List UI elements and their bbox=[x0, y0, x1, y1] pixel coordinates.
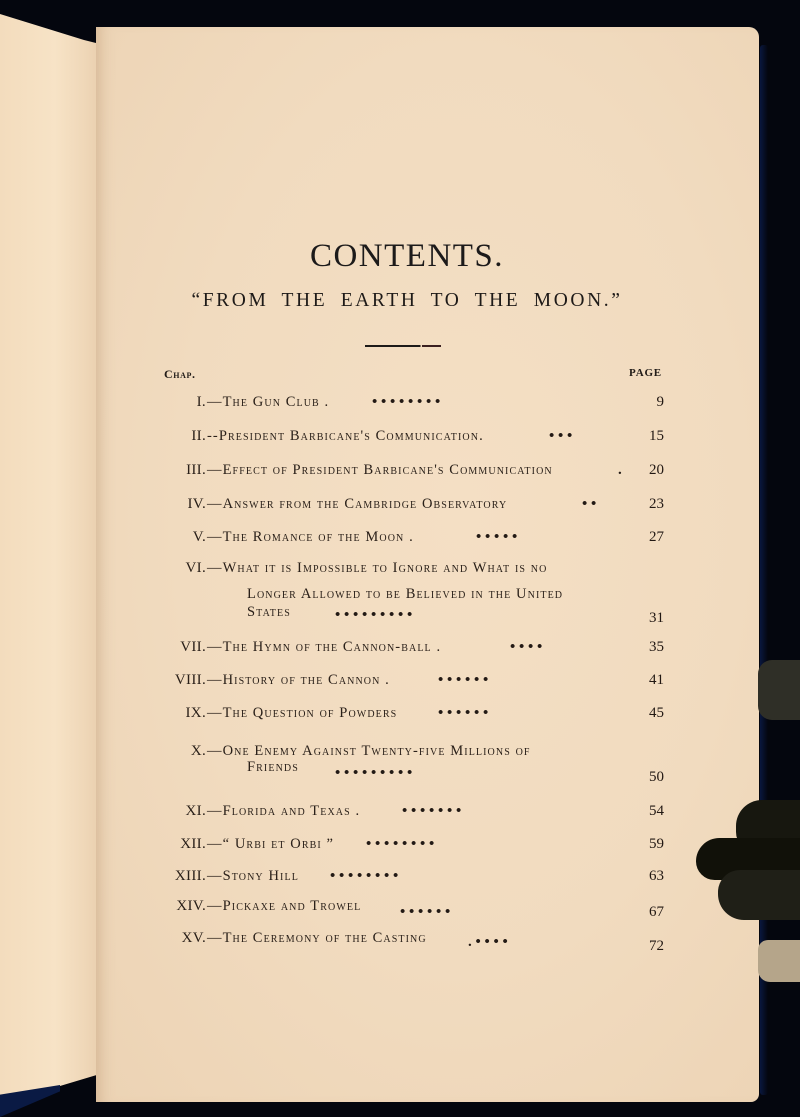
chapter-title: —The Romance of the Moon . bbox=[207, 529, 414, 545]
dot-leader: • • • • • • bbox=[438, 672, 489, 688]
chapter-title: —The Gun Club . bbox=[207, 394, 330, 410]
page-number: 41 bbox=[649, 672, 664, 688]
page-number: 9 bbox=[656, 394, 664, 410]
chapter-numeral: XIV. bbox=[176, 898, 206, 914]
dot-leader: . • • • • bbox=[468, 934, 508, 950]
chapter-title: --President Barbicane's Communication. bbox=[207, 428, 484, 444]
chapter-title: —The Hymn of the Cannon-ball . bbox=[207, 639, 442, 655]
page-column-header: PAGE bbox=[629, 367, 662, 379]
dot-leader: • • • • • • • • • bbox=[335, 765, 413, 781]
chapter-numeral: XII. bbox=[180, 836, 206, 852]
chapter-numeral: X. bbox=[190, 743, 206, 759]
chapter-title-continued: Friends bbox=[247, 759, 299, 775]
chapter-title: —“ Urbi et Orbi ” bbox=[207, 836, 335, 852]
dot-leader: • • • • • • • • bbox=[366, 836, 435, 852]
dot-leader: • • • • bbox=[510, 639, 543, 655]
chapter-numeral: V. bbox=[192, 529, 206, 545]
chapter-numeral: I. bbox=[196, 394, 206, 410]
page-number: 50 bbox=[649, 769, 664, 785]
chapter-title: —The Ceremony of the Casting bbox=[207, 930, 427, 946]
chapter-numeral: II. bbox=[191, 428, 206, 444]
chapter-numeral: IX. bbox=[185, 705, 206, 721]
page-number: 54 bbox=[649, 803, 664, 819]
page-number: 72 bbox=[649, 938, 664, 954]
dot-leader: • • • • • • bbox=[438, 705, 489, 721]
dot-leader: • • bbox=[582, 496, 597, 512]
chapter-numeral: III. bbox=[186, 462, 206, 478]
chapter-numeral: VII. bbox=[180, 639, 206, 655]
title-rule-divider bbox=[365, 345, 441, 347]
page-number: 23 bbox=[649, 496, 664, 512]
chapter-title: —Florida and Texas . bbox=[207, 803, 361, 819]
page-number: 45 bbox=[649, 705, 664, 721]
page-number: 59 bbox=[649, 836, 664, 852]
chapter-title: —One Enemy Against Twenty-five Millions of bbox=[207, 743, 531, 759]
dot-leader: . bbox=[618, 462, 622, 478]
chapter-title-continued: Longer Allowed to be Believed in the United bbox=[247, 586, 564, 602]
chapter-title: —Answer from the Cambridge Observatory bbox=[207, 496, 508, 512]
book-subtitle: “FROM THE EARTH TO THE MOON.” bbox=[191, 290, 623, 311]
chapter-numeral: XI. bbox=[185, 803, 206, 819]
chapter-numeral: VI. bbox=[185, 560, 206, 576]
dot-leader: • • • • • • • • bbox=[372, 394, 441, 410]
chapter-numeral: IV. bbox=[187, 496, 206, 512]
chapter-title: —Stony Hill bbox=[207, 868, 299, 884]
page-number: 27 bbox=[649, 529, 664, 545]
dot-leader: • • • • • • • bbox=[402, 803, 462, 819]
page-number: 20 bbox=[649, 462, 664, 478]
chapter-column-header: Chap. bbox=[164, 367, 196, 381]
dot-leader: • • • • • bbox=[476, 529, 518, 545]
chapter-title: —History of the Cannon . bbox=[207, 672, 390, 688]
page-number: 35 bbox=[649, 639, 664, 655]
dot-leader: • • • • • • • • • bbox=[335, 607, 413, 623]
chapter-numeral: XV. bbox=[181, 930, 206, 946]
page-title: CONTENTS. bbox=[309, 238, 505, 274]
page-number: 63 bbox=[649, 868, 664, 884]
chapter-numeral: XIII. bbox=[174, 868, 206, 884]
chapter-title: —What it is Impossible to Ignore and What is no bbox=[207, 560, 548, 576]
page-number: 67 bbox=[649, 904, 664, 920]
page-number: 31 bbox=[649, 610, 664, 626]
chapter-title: —Effect of President Barbicane's Communication bbox=[207, 462, 553, 478]
chapter-title: —Pickaxe and Trowel bbox=[207, 898, 362, 914]
chapter-numeral: VIII. bbox=[174, 672, 206, 688]
chapter-title: —The Question of Powders bbox=[207, 705, 398, 721]
page-number: 15 bbox=[649, 428, 664, 444]
dot-leader: • • • • • • • • bbox=[330, 868, 399, 884]
chapter-title-continued: States bbox=[247, 604, 291, 620]
dot-leader: • • • • • • bbox=[400, 904, 451, 920]
dot-leader: • • • bbox=[549, 428, 573, 444]
